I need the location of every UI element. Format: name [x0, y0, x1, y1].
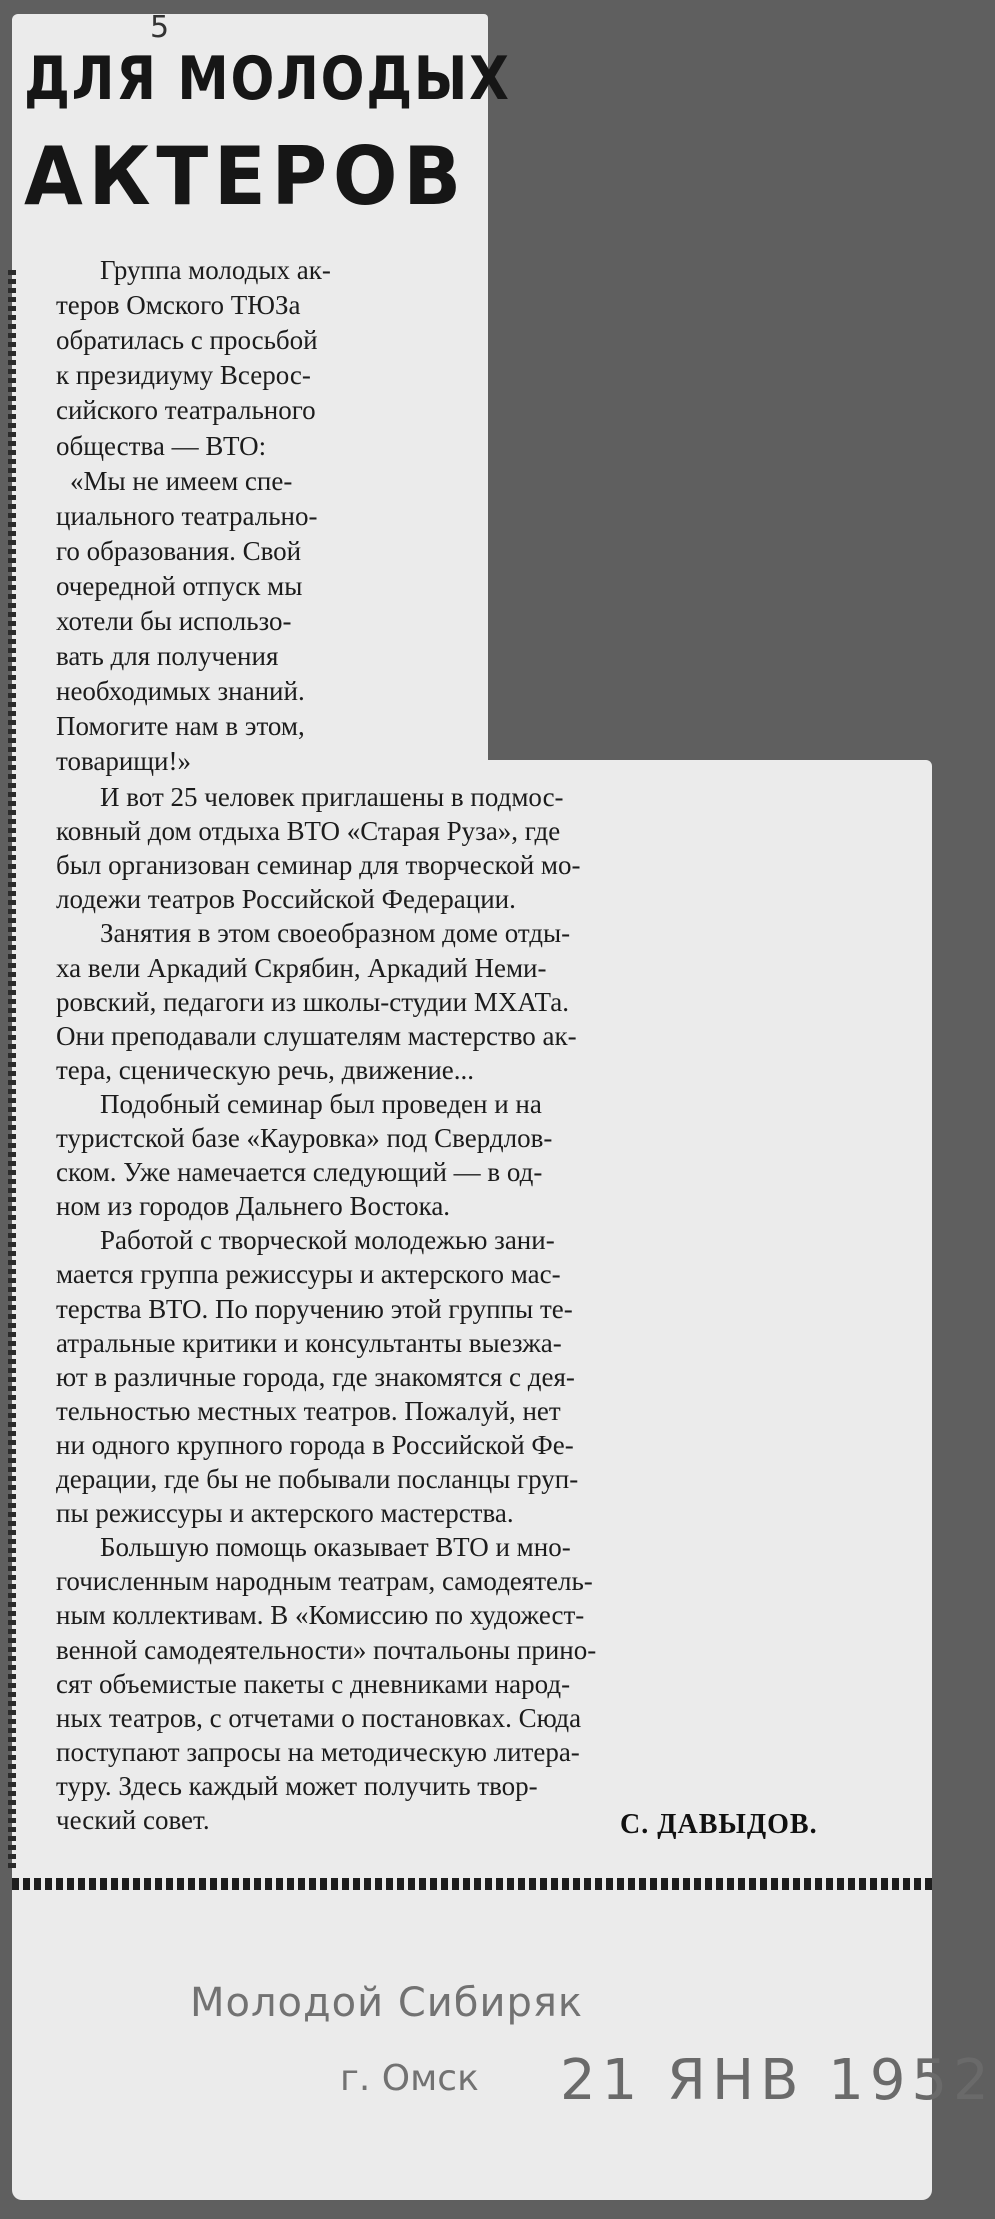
- article-line: ческий совет.: [56, 1805, 210, 1835]
- perforation-left: [8, 270, 16, 1870]
- article-line: ных театров, с отчетами о постановках. Сюда: [56, 1702, 582, 1733]
- article-line: к президиуму Всерос-: [56, 360, 311, 391]
- article-line: теров Омского ТЮЗа: [56, 290, 301, 321]
- stamp-city: г. Омск: [340, 2058, 479, 2099]
- article-line: ха вели Аркадий Скрябин, Аркадий Неми-: [56, 952, 547, 983]
- article-line: дерации, где бы не побывали посланцы груп-: [56, 1464, 579, 1494]
- article-line: Занятия в этом своеобразном доме отды-: [100, 918, 571, 949]
- article-line: Они преподавали слушателям мастерство ак-: [56, 1020, 577, 1051]
- stamp-newspaper-name: Молодой Сибиряк: [190, 1980, 584, 2026]
- article-line: Помогите нам в этом,: [56, 711, 305, 742]
- article-line: гочисленным народным театрам, самодеятель-: [56, 1566, 593, 1597]
- article-line: Группа молодых ак-: [100, 255, 331, 285]
- article-line: венной самодеятельности» почтальоны прино-: [56, 1634, 597, 1665]
- article-line: ровский, педагоги из школы-студии МХАТа.: [56, 986, 570, 1017]
- headline-line-2: АКТЕРОВ: [24, 130, 467, 223]
- article-line: тельностью местных театров. Пожалуй, нет: [56, 1395, 561, 1426]
- author-signature: С. ДАВЫДОВ.: [620, 1809, 818, 1840]
- headline-line-1: ДЛЯ МОЛОДЫХ: [24, 44, 511, 114]
- article-line: пы режиссуры и актерского мастерства.: [56, 1498, 514, 1529]
- article-line: Работой с творческой молодежью зани-: [100, 1225, 555, 1256]
- article-line: «Мы не имеем спе-: [70, 465, 293, 496]
- article-line: Большую помощь оказывает ВТО и мно-: [100, 1532, 571, 1563]
- article-line: терства ВТО. По поручению этой группы те-: [56, 1293, 573, 1324]
- article-line: туру. Здесь каждый может получить твор-: [56, 1770, 538, 1801]
- article-line: туристской базе «Кауровка» под Свердлов-: [56, 1123, 553, 1153]
- corner-mark: 5: [150, 10, 170, 45]
- stamp-date: 21 ЯНВ 1952: [560, 2048, 995, 2113]
- article-line: Подобный семинар был проведен и на: [100, 1088, 542, 1119]
- article-line: лодежи театров Российской Федерации.: [56, 884, 516, 915]
- article-line: ют в различные города, где знакомятся с дея-: [56, 1361, 575, 1392]
- article-line: хотели бы использо-: [56, 606, 292, 636]
- article-line: вать для получения: [56, 641, 279, 672]
- article-line: поступают запросы на методическую литера-: [56, 1736, 580, 1767]
- article-line: циального театрально-: [56, 500, 318, 531]
- article-line: И вот 25 человек приглашены в подмос-: [100, 782, 564, 812]
- article-line: мается группа режиссуры и актерского мас-: [56, 1259, 561, 1290]
- article-line: атральные критики и консультанты выезжа-: [56, 1327, 562, 1358]
- article-line: необходимых знаний.: [56, 676, 305, 707]
- article-line: ковный дом отдыха ВТО «Старая Руза», где: [56, 816, 561, 847]
- article-line: го образования. Свой: [56, 535, 302, 566]
- article-line: обратилась с просьбой: [56, 325, 318, 356]
- article-line: сят объемистые пакеты с дневниками народ-: [56, 1668, 571, 1699]
- perforation-bottom: [12, 1878, 932, 1890]
- article-line: ным коллективам. В «Комиссию по художест-: [56, 1600, 585, 1631]
- article-line: товарищи!»: [56, 746, 191, 777]
- article-line: ном из городов Дальнего Востока.: [56, 1191, 451, 1222]
- article-line: тера, сценическую речь, движение...: [56, 1054, 475, 1085]
- article-line: ни одного крупного города в Российской Фе-: [56, 1429, 574, 1460]
- article-line: был организован семинар для творческой мо-: [56, 850, 581, 881]
- article-line: ском. Уже намечается следующий — в од-: [56, 1157, 543, 1188]
- article-line: очередной отпуск мы: [56, 570, 303, 601]
- article-line: общества — ВТО:: [56, 430, 267, 461]
- article-line: сийского театрального: [56, 395, 316, 426]
